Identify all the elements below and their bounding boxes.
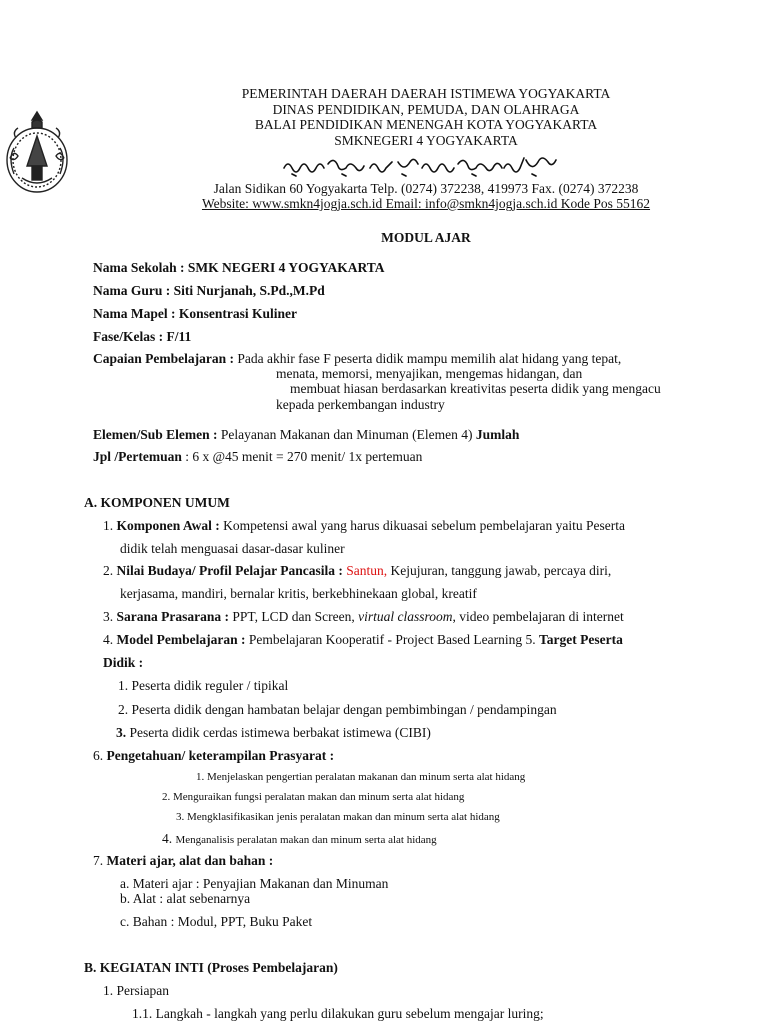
list-text-cont: didik telah menguasai dasar-dasar kuliner bbox=[120, 541, 345, 556]
list-number: 4. bbox=[103, 632, 114, 647]
list-item bbox=[103, 518, 625, 534]
list-text: Kejujuran, tanggung jawab, percaya diri, bbox=[390, 563, 612, 578]
list-label: Materi ajar, alat dan bahan : bbox=[106, 853, 274, 868]
list-label: Target Peserta bbox=[539, 632, 623, 647]
list-number: 2. bbox=[118, 702, 129, 717]
target-item bbox=[118, 678, 288, 694]
list-label: Model Pembelajaran : bbox=[116, 632, 246, 647]
list-text: Menganalisis peralatan makan dan minum serta alat hidang bbox=[175, 834, 437, 846]
header-line-3: BALAI PENDIDIKAN MENENGAH KOTA YOGYAKARTA bbox=[254, 117, 598, 132]
list-item bbox=[103, 609, 624, 625]
list-highlight: Santun, bbox=[346, 563, 388, 578]
header-website[interactable]: Website: www.smkn4jogja.sch.id Email: info@smkn4jogja.sch.id Kode Pos 55162 bbox=[201, 196, 651, 211]
list-item bbox=[103, 632, 623, 648]
material-item: b. Alat : alat sebenarnya bbox=[120, 891, 251, 906]
list-label: a. Materi ajar : bbox=[120, 876, 200, 891]
phase-class: Fase/Kelas : F/11 bbox=[93, 329, 192, 344]
jpl-value: : 6 x @45 menit = 270 menit/ 1x pertemuan bbox=[185, 449, 423, 464]
list-number: 3. bbox=[116, 725, 127, 740]
material-item bbox=[120, 876, 388, 892]
jpl-row bbox=[93, 449, 422, 465]
javanese-script-text bbox=[282, 154, 566, 178]
learning-outcome-line-2: menata, memorsi, menyajikan, mengemas hidangan, dan bbox=[276, 366, 583, 381]
list-label: Pengetahuan/ keterampilan Prasyarat : bbox=[106, 748, 335, 763]
learning-outcome bbox=[93, 351, 621, 367]
prereq-item: 3. Mengklasifikasikan jenis peralatan makan dan minum serta alat hidang bbox=[176, 811, 500, 823]
list-label: Sarana Prasarana : bbox=[116, 609, 229, 624]
school-name: Nama Sekolah : SMK NEGERI 4 YOGYAKARTA bbox=[93, 260, 385, 275]
header-address: Jalan Sidikan 60 Yogyakarta Telp. (0274) 372238, 419973 Fax. (0274) 372238 bbox=[213, 181, 639, 196]
jpl-label: Jpl /Pertemuan bbox=[93, 449, 182, 464]
material-item: c. Bahan : Modul, PPT, Buku Paket bbox=[120, 914, 313, 929]
list-number: 4. bbox=[162, 831, 173, 846]
list-item bbox=[93, 748, 334, 764]
list-text: Penyajian Makanan dan Minuman bbox=[202, 876, 389, 891]
section-b-heading: B. KEGIATAN INTI (Proses Pembelajaran) bbox=[84, 960, 338, 975]
header-line-2: DINAS PENDIDIKAN, PEMUDA, DAN OLAHRAGA bbox=[272, 102, 580, 117]
teacher-name: Nama Guru : Siti Nurjanah, S.Pd.,M.Pd bbox=[93, 283, 325, 298]
learning-outcome-line-4: kepada perkembangan industry bbox=[276, 397, 445, 412]
header-line-1: PEMERINTAH DAERAH DAERAH ISTIMEWA YOGYAKARTA bbox=[241, 86, 611, 101]
target-item bbox=[118, 702, 557, 718]
list-text: Peserta didik cerdas istimewa berbakat istimewa (CIBI) bbox=[129, 725, 431, 740]
list-text: Kompetensi awal yang harus dikuasai sebelum pembelajaran yaitu Peserta bbox=[223, 518, 626, 533]
list-number: 1. bbox=[118, 678, 129, 693]
section-a-heading: A. KOMPONEN UMUM bbox=[84, 495, 230, 510]
list-text: , video pembelajaran di internet bbox=[452, 609, 624, 624]
list-item bbox=[93, 853, 273, 869]
list-item: 1. Persiapan bbox=[103, 983, 169, 998]
list-text-cont: kerjasama, mandiri, bernalar kritis, berkebhinekaan global, kreatif bbox=[120, 586, 477, 601]
learning-outcome-line-3: membuat hiasan berdasarkan kreativitas peserta didik yang mengacu bbox=[290, 381, 661, 396]
list-text: PPT, LCD dan Screen, bbox=[232, 609, 355, 624]
subject-name: Nama Mapel : Konsentrasi Kuliner bbox=[93, 306, 297, 321]
learning-outcome-line-1: Pada akhir fase F peserta didik mampu memilih alat hidang yang tepat, bbox=[237, 351, 622, 366]
element-tail: Jumlah bbox=[475, 427, 520, 442]
prereq-item: 2. Menguraikan fungsi peralatan makan dan minum serta alat hidang bbox=[162, 791, 465, 803]
prereq-item bbox=[162, 831, 437, 847]
document-title: MODUL AJAR bbox=[381, 230, 471, 245]
element-label: Elemen/Sub Elemen : bbox=[93, 427, 218, 442]
list-text: Peserta didik dengan hambatan belajar dengan pembimbingan / pendampingan bbox=[131, 702, 557, 717]
list-item: 1.1. Langkah - langkah yang perlu dilakukan guru sebelum mengajar luring; bbox=[132, 1006, 544, 1021]
header-line-4: SMKNEGERI 4 YOGYAKARTA bbox=[334, 133, 518, 148]
list-number: 7. bbox=[93, 853, 104, 868]
list-number: 2. bbox=[103, 563, 114, 578]
element-row bbox=[93, 427, 519, 443]
learning-outcome-label: Capaian Pembelajaran : bbox=[93, 351, 234, 366]
list-item bbox=[103, 563, 611, 579]
list-label: Nilai Budaya/ Profil Pelajar Pancasila : bbox=[116, 563, 343, 578]
list-number: 1. bbox=[103, 518, 114, 533]
list-text: Pembelajaran Kooperatif - Project Based Learning 5. bbox=[248, 632, 536, 647]
list-label: Komponen Awal : bbox=[116, 518, 220, 533]
list-label-cont: Didik : bbox=[103, 655, 144, 670]
prereq-item: 1. Menjelaskan pengertian peralatan makanan dan minum serta alat hidang bbox=[196, 771, 526, 783]
target-item bbox=[116, 725, 431, 741]
list-number: 3. bbox=[103, 609, 114, 624]
list-italic: virtual classroom bbox=[358, 609, 453, 624]
element-value: Pelayanan Makanan dan Minuman (Elemen 4) bbox=[220, 427, 473, 442]
list-number: 6. bbox=[93, 748, 104, 763]
list-text: Peserta didik reguler / tipikal bbox=[131, 678, 289, 693]
